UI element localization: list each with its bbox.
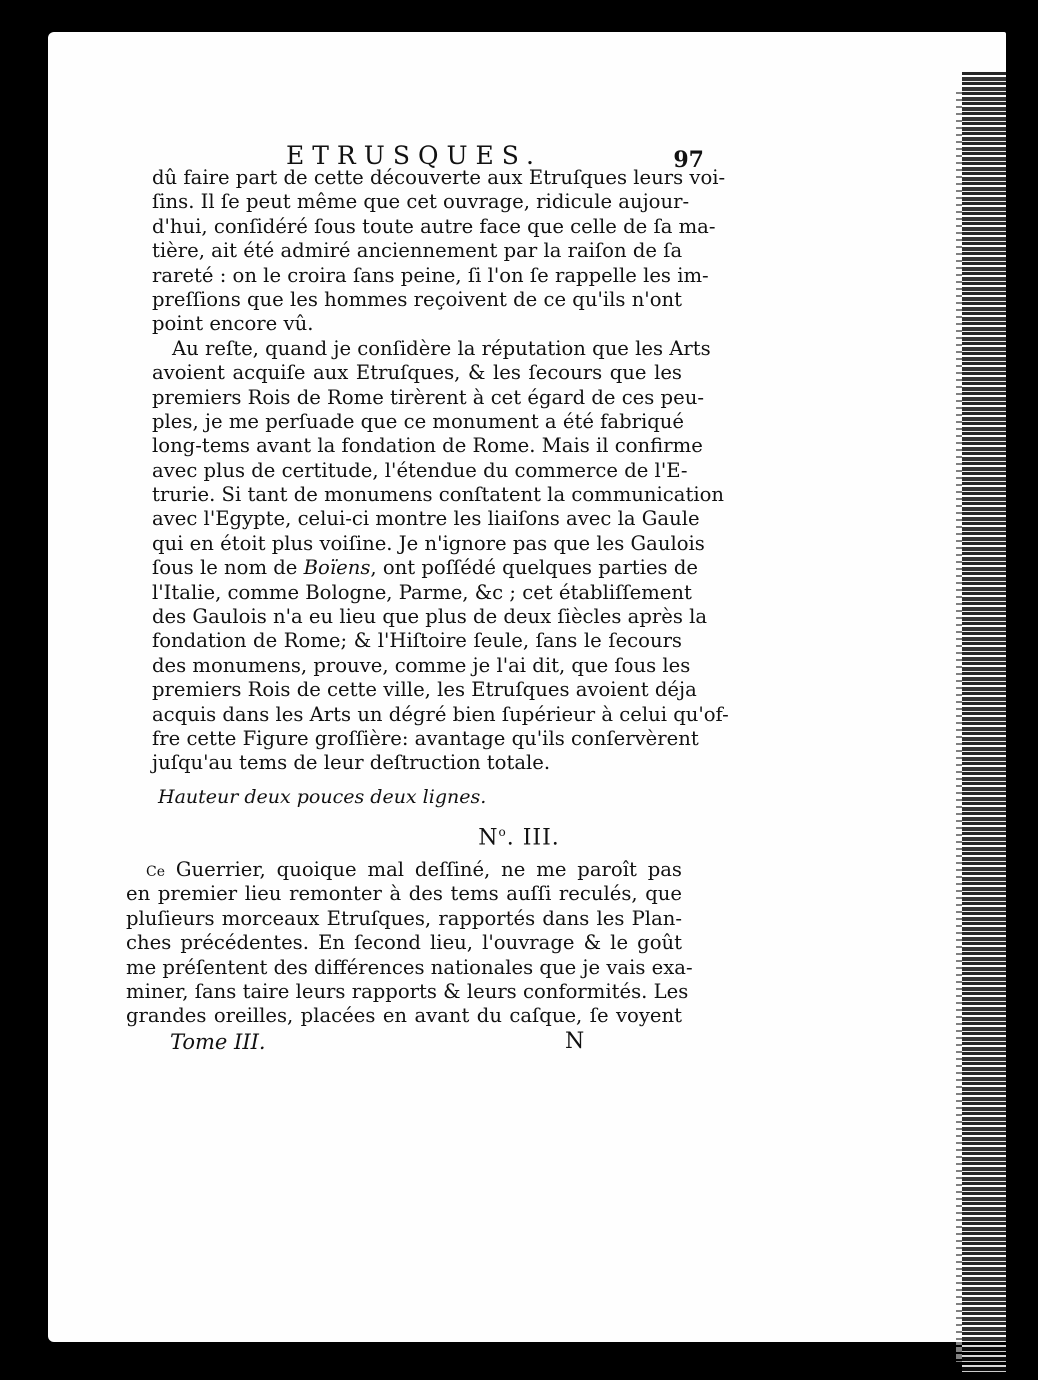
italic-name: Boïens <box>303 556 371 580</box>
section-sup: o <box>498 825 507 839</box>
text-fragment: Guerrier, quoique mal deſſiné, ne me paroît pas <box>165 858 682 881</box>
measurement-note: Hauteur deux pouces deux lignes. <box>158 786 487 808</box>
page-edge-scan-artifact <box>962 72 1006 1372</box>
text-line-with-italic <box>152 556 698 580</box>
text-line: des Gaulois n'a eu lieu que plus de deux ſiècles après la <box>152 605 708 629</box>
text-line: fre cette Figure groſſière: avantage qu'ils conſervèrent <box>152 726 699 750</box>
text-line: d'hui, conſidéré ſous toute autre face que celle de ſa ma- <box>152 214 716 238</box>
text-line: fondation de Rome; & l'Hiſtoire ſeule, ſans le ſecours <box>152 629 682 653</box>
text-line: l'Italie, comme Bologne, Parme, &c ; cet établiſſement <box>152 580 692 604</box>
text-line: preſſions que les hommes reçoivent de ce qu'ils n'ont <box>152 287 682 311</box>
section-text <box>126 858 693 1029</box>
text-line: me préſentent des différences nationales que je vais exa- <box>126 955 693 979</box>
text-line: grandes oreilles, placées en avant du caſque, ſe voyent <box>126 1004 682 1028</box>
paragraph-2 <box>152 336 729 776</box>
text-line: juſqu'au tems de leur deſtruction totale. <box>152 751 551 775</box>
text-line: premiers Rois de cette ville, les Etruſques avoient déja <box>152 678 697 702</box>
text-line: qui en étoit plus voiſine. Je n'ignore pas que les Gaulois <box>152 531 705 555</box>
text-line: premiers Rois de Rome tirèrent à cet égard de ces peu- <box>152 385 704 409</box>
text-line: miner, ſans taire leurs rapports & leurs conformités. Les <box>126 979 689 1003</box>
text-line: ples, je me perſuade que ce monument a été fabriqué <box>152 409 685 433</box>
page-number: 97 <box>673 147 704 173</box>
text-line: pluſieurs morceaux Etruſques, rapportés dans les Plan- <box>126 906 682 930</box>
volume-footer: Tome III. <box>170 1030 266 1054</box>
text-line: acquis dans les Arts un dégré bien ſupérieur à celui qu'of- <box>152 702 729 726</box>
text-fragment: , ont poſſédé quelques parties de <box>370 556 698 580</box>
text-line: Au reſte, quand je conſidère la réputation que les Arts <box>172 336 711 360</box>
text-line: des monumens, prouve, comme je l'ai dit, que ſous les <box>152 653 691 677</box>
text-line: en premier lieu remonter à des tems auſſi reculés, que <box>126 882 682 906</box>
text-line: dû faire part de cette découverte aux Etruſques leurs voi- <box>152 166 726 189</box>
text-line: ches précédentes. En ſecond lieu, l'ouvrage & le goût <box>126 931 682 955</box>
text-line: rareté : on le croira ſans peine, ſi l'on ſe rappelle les im- <box>152 263 709 287</box>
section-number: . III. <box>506 825 560 851</box>
small-caps-opening: Ce <box>146 864 165 880</box>
page-edge-scan-shadow <box>956 92 962 1362</box>
text-line: long-tems avant la fondation de Rome. Mais il confirme <box>152 434 703 458</box>
text-line-dropcap <box>126 858 682 882</box>
text-line: tière, ait été admiré anciennement par la raiſon de ſa <box>152 239 683 263</box>
text-line: avoient acquiſe aux Etruſques, & les ſecours que les <box>152 361 682 385</box>
main-text <box>152 166 729 776</box>
paragraph-1 <box>152 166 726 337</box>
header-title: ETRUSQUES. <box>286 141 542 170</box>
section-n: N <box>478 825 499 851</box>
text-line: ſins. Il ſe peut même que cet ouvrage, ridicule aujour- <box>152 190 690 214</box>
text-line: avec l'Egypte, celui-ci montre les liaiſons avec la Gaule <box>152 507 700 531</box>
signature-mark: N <box>565 1029 585 1054</box>
text-line: point encore vû. <box>152 312 314 336</box>
text-fragment: ſous le nom de <box>152 556 304 580</box>
section-heading <box>0 825 1038 850</box>
text-line: avec plus de certitude, l'étendue du commerce de l'E- <box>152 458 688 482</box>
text-line: trurie. Si tant de monumens conſtatent la communication <box>152 483 725 507</box>
